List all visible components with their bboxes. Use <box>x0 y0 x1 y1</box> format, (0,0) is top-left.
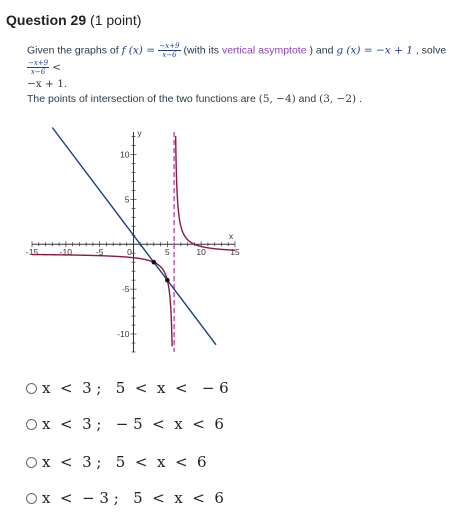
radio-button[interactable] <box>26 493 37 504</box>
radio-button[interactable] <box>26 383 37 394</box>
prompt-intro: Given the graphs of <box>27 44 122 57</box>
radio-button[interactable] <box>26 419 37 430</box>
x-tick-label: -15 <box>25 247 39 258</box>
curve-f-left <box>32 255 172 347</box>
x-tick-label: 10 <box>196 247 206 258</box>
intersection-point-1: (5, −4) <box>258 93 296 105</box>
x-axis-label: x <box>228 231 234 242</box>
x-tick-label: 0 <box>127 247 132 258</box>
solve-text: , solve <box>415 44 447 57</box>
option-label: x < 3 ; 5 < x < 6 <box>42 453 207 471</box>
f-denominator: x−6 <box>162 51 177 59</box>
intersection-point <box>165 278 170 283</box>
answer-option-3[interactable] <box>26 452 207 472</box>
x-tick-label: -5 <box>95 247 104 258</box>
y-tick-label: -10 <box>117 329 130 340</box>
answer-option-2[interactable] <box>26 414 224 434</box>
option-label: x < 3 ; − 5 < x < 6 <box>42 415 224 433</box>
asymptote-post: ) and <box>309 44 337 57</box>
g-definition: g (x) = −x + 1 <box>336 44 413 57</box>
prompt-line-2 <box>27 77 467 92</box>
intersections-intro: The points of intersection of the two functions are <box>27 93 259 105</box>
question-prompt <box>27 42 467 107</box>
x-tick-label: 5 <box>164 247 170 258</box>
inequality-fraction <box>27 59 49 76</box>
asymptote-text: vertical asymptote <box>221 44 307 57</box>
intersections-and: and <box>298 93 320 105</box>
y-tick-label: 5 <box>124 194 130 205</box>
line-g <box>52 128 216 345</box>
question-points: (1 point) <box>90 12 142 28</box>
prompt-line-3 <box>27 92 467 107</box>
answer-option-4[interactable] <box>26 488 224 508</box>
intersections-end: . <box>359 93 362 105</box>
f-definition: f (x) = <box>121 44 159 57</box>
inequality-sign: < <box>52 61 61 74</box>
y-axis-label: y <box>137 128 142 138</box>
f-fraction <box>158 42 180 59</box>
inequality-denominator: x−6 <box>30 68 46 76</box>
f-numerator: −x+9 <box>159 42 180 50</box>
question-title: Question 29 <box>6 12 87 28</box>
intersection-point-2: (3, −2) <box>319 93 357 105</box>
x-tick-label: -10 <box>59 247 72 258</box>
intersection-point <box>152 260 157 265</box>
inequality-numerator: −x+9 <box>28 59 49 67</box>
y-tick-label: -5 <box>121 284 130 295</box>
prompt-line-1 <box>27 42 467 76</box>
x-tick-label: 15 <box>230 247 240 258</box>
question-header <box>6 12 141 28</box>
radio-button[interactable] <box>26 457 37 468</box>
option-label: x < 3 ; 5 < x < − 6 <box>42 379 229 397</box>
option-label: x < − 3 ; 5 < x < 6 <box>42 489 224 507</box>
function-graph <box>25 128 245 358</box>
curve-f-right <box>176 136 235 250</box>
inequality-rhs: −x + 1. <box>27 78 68 90</box>
y-tick-label: 10 <box>120 149 130 160</box>
answer-option-1[interactable] <box>26 378 229 398</box>
asymptote-pre: (with its <box>183 44 222 57</box>
